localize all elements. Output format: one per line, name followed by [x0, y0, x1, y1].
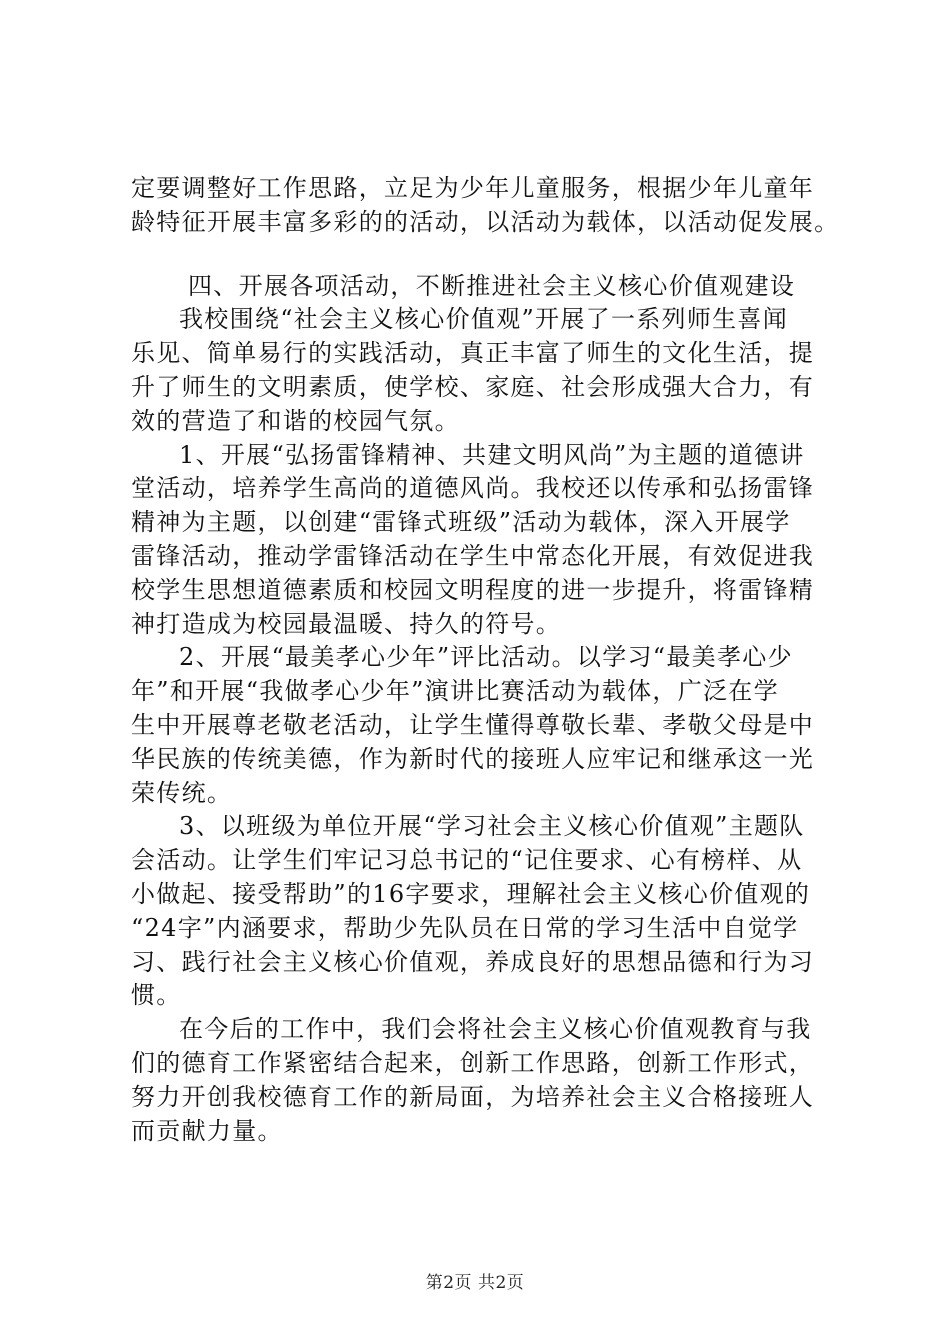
item-1-line: 1、开展“弘扬雷锋精神、共建文明风尚”为主题的道德讲 [179, 440, 805, 469]
item-1-line: 雷锋活动，推动学雷锋活动在学生中常态化开展，有效促进我 [131, 541, 815, 570]
item-1-line: 精神为主题，以创建“雷锋式班级”活动为载体，深入开展学 [131, 508, 791, 537]
item-3-line: 会活动。让学生们牢记习总书记的“记住要求、心有榜样、从 [131, 846, 803, 875]
page-number-footer: 第2页 共2页 [425, 1273, 525, 1293]
intro-paragraph-line: 我校围绕“社会主义核心价值观”开展了一系列师生喜闻 [179, 305, 789, 334]
item-2-line: 生中开展尊老敬老活动，让学生懂得尊敬长辈、孝敬父母是中 [131, 710, 815, 739]
item-1-line: 神打造成为校园最温暖、持久的符号。 [131, 609, 562, 638]
item-3-line: 3、以班级为单位开展“学习社会主义核心价值观”主题队 [179, 812, 805, 841]
document-body [131, 172, 851, 1148]
item-3-line: “24字”内涵要求，帮助少先队员在日常的学习生活中自觉学 [131, 913, 799, 942]
item-3-line: 惯。 [131, 981, 182, 1010]
item-2-line: 年”和开展“我做孝心少年”演讲比赛活动为载体，广泛在学 [131, 677, 779, 706]
closing-paragraph-line: 而贡献力量。 [131, 1116, 283, 1145]
item-2-line: 2、开展“最美孝心少年”评比活动。以学习“最美孝心少 [179, 643, 793, 672]
intro-paragraph-line: 效的营造了和谐的校园气氛。 [131, 406, 460, 435]
item-2-line: 荣传统。 [131, 778, 233, 807]
paragraph-gap [131, 240, 851, 270]
continuation-line: 龄特征开展丰富多彩的的活动，以活动为载体，以活动促发展。 [131, 207, 840, 236]
item-2-line: 华民族的传统美德，作为新时代的接班人应牢记和继承这一光 [131, 744, 815, 773]
item-1-line: 堂活动，培养学生高尚的道德风尚。我校还以传承和弘扬雷锋 [131, 474, 815, 503]
closing-paragraph-line: 努力开创我校德育工作的新局面，为培养社会主义合格接班人 [131, 1082, 815, 1111]
closing-paragraph-line: 在今后的工作中，我们会将社会主义核心价值观教育与我 [179, 1015, 812, 1044]
section-heading: 四、开展各项活动，不断推进社会主义核心价值观建设 [188, 271, 796, 300]
item-3-line: 小做起、接受帮助”的16字要求，理解社会主义核心价值观的 [131, 879, 811, 908]
intro-paragraph-line: 升了师生的文明素质，使学校、家庭、社会形成强大合力，有 [131, 372, 815, 401]
item-1-line: 校学生思想道德素质和校园文明程度的进一步提升，将雷锋精 [131, 575, 815, 604]
closing-paragraph-line: 们的德育工作紧密结合起来，创新工作思路，创新工作形式， [131, 1048, 815, 1077]
continuation-line: 定要调整好工作思路，立足为少年儿童服务，根据少年儿童年 [131, 174, 815, 202]
item-3-line: 习、践行社会主义核心价值观，养成良好的思想品德和行为习 [131, 947, 815, 976]
intro-paragraph-line: 乐见、简单易行的实践活动，真正丰富了师生的文化生活，提 [131, 339, 815, 368]
